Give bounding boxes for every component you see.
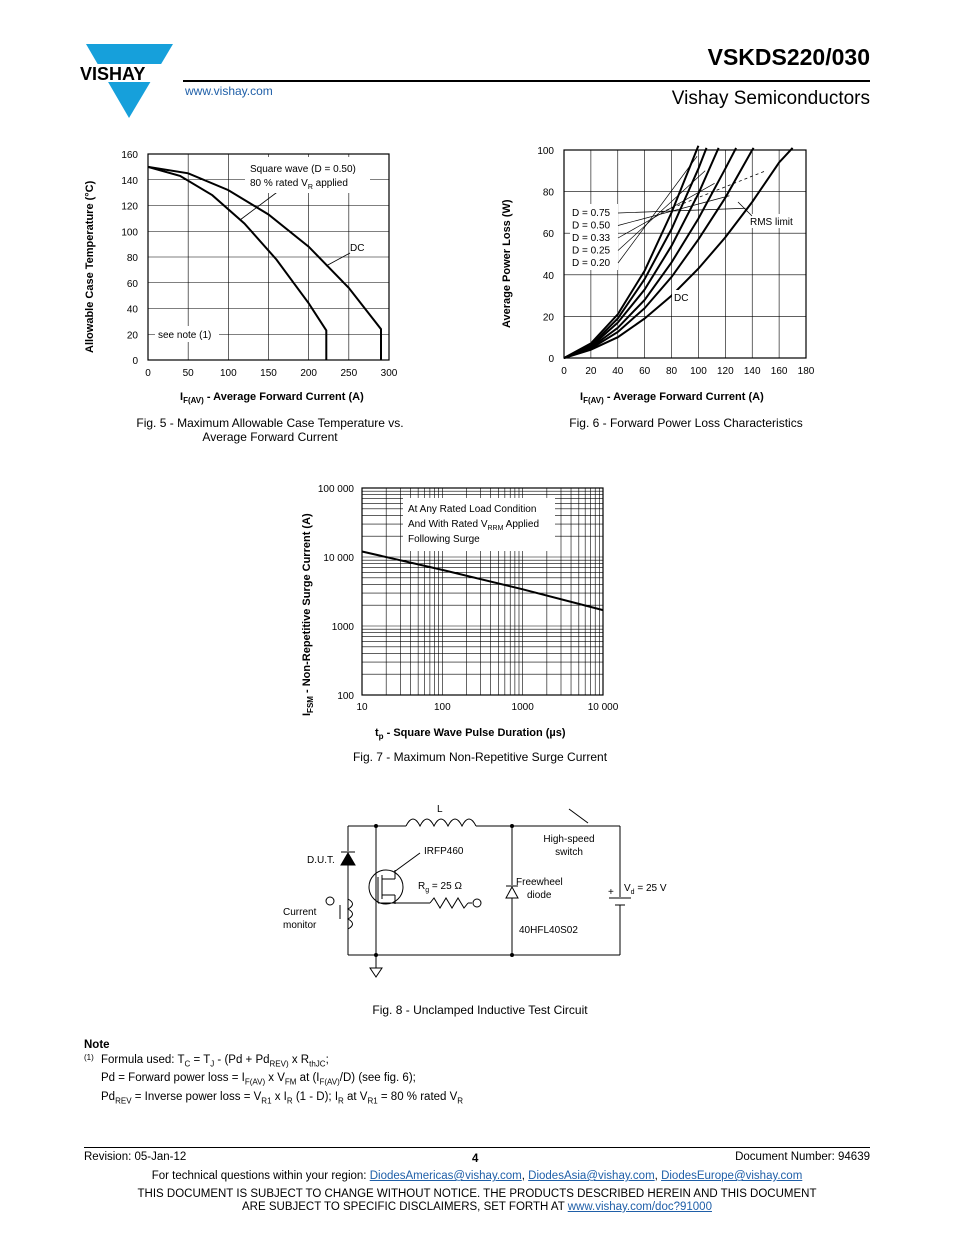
footer-sep-1: , [521, 1170, 529, 1182]
fig7-legend-line2: And With Rated $V_{RRM}$ Applied [408, 519, 540, 532]
fig7-legend-line1: At Any Rated Load Condition [408, 504, 537, 515]
fig6-x-tick: 140 [743, 366, 761, 377]
fig8-switch-line1: High-speed [543, 834, 595, 845]
fig7-ylabel: $I_{FSM}$ - Non-Repetitive Surge Current (A) [301, 513, 315, 716]
fig7-chart [290, 478, 640, 748]
fig7-x-tick: 10 000 [587, 702, 619, 713]
fig6-y-tick: 60 [542, 229, 554, 241]
fig7-y-tick: 100 000 [317, 484, 354, 495]
fig5-ylabel: Allowable Case Temperature (°C) [84, 180, 96, 353]
fig5-y-tick: 140 [121, 175, 138, 187]
fig5-legend-line2: 80 % rated $V_R$ applied [250, 178, 348, 191]
fig5-y-tick: 60 [126, 278, 138, 290]
fig7-xlabel: $t_p$ - Square Wave Pulse Duration (µs) [375, 727, 566, 741]
fig6-ylabel: Average Power Loss (W) [501, 199, 513, 328]
fig5-xlabel: $I_{F(AV)}$ - Average Forward Current (A) [180, 391, 364, 405]
fig7-x-tick: 100 [433, 702, 451, 713]
footer-disclaimer-2 [84, 1201, 870, 1213]
fig8-monitor-line1: Current [283, 907, 317, 918]
fig6-y-tick: 80 [542, 187, 554, 199]
fig7-y-tick: 100 [337, 691, 354, 702]
footer-contact-prefix: For technical questions within your region: [151, 1170, 370, 1182]
footer-disclaimer-2-text: ARE SUBJECT TO SPECIFIC DISCLAIMERS, SET FORTH AT [242, 1201, 568, 1213]
fig6-caption: Fig. 6 - Forward Power Loss Characteristics [569, 416, 803, 430]
fig6-duty-label: D = 0.50 [572, 220, 611, 232]
fig5-caption-line2: Average Forward Current [202, 430, 338, 444]
fig5-y-tick: 80 [126, 253, 138, 264]
footer-revision: Revision: 05-Jan-12 [84, 1151, 187, 1163]
fig8-mosfet-label: IRFP460 [424, 846, 464, 857]
fig5-dc-label: DC [350, 243, 365, 254]
fig5-x-tick: 250 [340, 368, 358, 379]
fig6-duty-leader [618, 208, 746, 213]
note-title: Note [84, 1039, 110, 1051]
fig5-x-tick: 300 [380, 368, 398, 379]
fig5-x-tick: 150 [260, 368, 277, 379]
fig6-chart [490, 140, 830, 410]
fig5-y-tick: 100 [121, 227, 138, 239]
fig6-duty-label: D = 0.25 [572, 245, 611, 257]
fig6-y-tick: 100 [537, 146, 554, 157]
fig5-chart [70, 140, 410, 410]
fig6-duty-label: D = 0.33 [572, 233, 611, 244]
email-asia-link[interactable]: DiodesAsia@vishay.com [528, 1170, 655, 1182]
fig7-y-tick: 1000 [331, 622, 354, 633]
fig6-x-tick: 20 [585, 366, 597, 377]
note-line-1: Formula used: $T_C = T_J - (Pd + Pd_{REV)}$ x $R_{thJC}$; [101, 1054, 329, 1069]
fig5-caption [110, 416, 430, 444]
email-americas-link[interactable]: DiodesAmericas@vishay.com [369, 1170, 522, 1182]
note-line-2: Pd = Forward power loss = $I_{F(AV)}$ x $V_{FM}$ at $(I_{F(AV)}/D)$ (see fig. 6); [101, 1072, 416, 1087]
fig5-x-tick: 100 [219, 368, 237, 379]
fig8-circuit [270, 795, 690, 1005]
vishay-logo [76, 42, 176, 118]
fig5-legend-line1: Square wave (D = 0.50) [250, 164, 356, 175]
fig6-x-tick: 0 [561, 366, 567, 377]
fig6-duty-label: D = 0.75 [572, 208, 611, 219]
fig5-x-tick: 50 [182, 368, 194, 379]
fig5-y-tick: 0 [132, 356, 138, 367]
footer-contact [84, 1170, 870, 1182]
note-marker: (1) [84, 1053, 94, 1062]
note-section [84, 1038, 784, 1108]
fig5-x-tick: 200 [300, 368, 318, 379]
fig5-y-tick: 120 [121, 201, 138, 213]
fig7-x-tick: 1000 [511, 702, 534, 713]
fig8-freewheel-line2: diode [527, 890, 552, 901]
fig8-switch-line2: switch [555, 847, 583, 858]
fig5-note: see note (1) [158, 330, 212, 341]
fig6-rms-label: RMS limit [750, 217, 793, 228]
note-line-3: $Pd_{REV}$ = Inverse power loss = $V_{R1}$ x $I_R$ (1 - D); $I_R$ at $V_{R1} = 80$ % rated $V_R$ [101, 1090, 464, 1105]
fig7-caption: Fig. 7 - Maximum Non-Repetitive Surge Current [352, 750, 608, 764]
fig8-freewheel-line1: Freewheel [516, 877, 563, 888]
fig6-duty-label: D = 0.20 [572, 258, 611, 269]
fig6-xlabel: $I_{F(AV)}$ - Average Forward Current (A) [580, 391, 764, 405]
fig7-legend-line3: Following Surge [408, 534, 480, 545]
footer-page-number: 4 [472, 1153, 479, 1165]
footer-rule [84, 1147, 870, 1148]
fig5-legend-leader [240, 190, 280, 220]
fig6-y-tick: 20 [542, 312, 554, 324]
fig6-x-tick: 120 [716, 366, 734, 377]
fig7-x-tick: 10 [356, 702, 368, 713]
fig6-x-tick: 80 [665, 366, 678, 377]
fig6-x-tick: 60 [639, 366, 651, 377]
document-title: VSKDS220/030 [707, 44, 870, 70]
fig5-y-tick: 40 [126, 304, 138, 316]
fig5-y-tick: 20 [126, 330, 138, 342]
fig6-duty-leader [618, 196, 729, 226]
fig5-caption-line1: Fig. 5 - Maximum Allowable Case Temperature vs. [136, 416, 404, 430]
fig6-x-tick: 160 [770, 366, 788, 377]
footer-doc-number: Document Number: 94639 [735, 1151, 870, 1163]
disclaimer-link[interactable]: www.vishay.com/doc?91000 [567, 1201, 712, 1213]
vishay-website-link[interactable]: www.vishay.com [185, 84, 273, 98]
footer-sep-2: , [654, 1170, 662, 1182]
fig7-y-tick: 10 000 [323, 553, 354, 564]
fig6-x-tick: 100 [690, 366, 707, 377]
fig8-caption: Fig. 8 - Unclamped Inductive Test Circuit [372, 1003, 588, 1017]
fig6-y-tick: 40 [542, 270, 554, 282]
fig8-monitor-line2: monitor [283, 920, 317, 931]
company-subtitle: Vishay Semiconductors [671, 88, 870, 109]
fig8-diode-part: 40HFL40S02 [519, 925, 578, 936]
fig6-duty-leader [618, 156, 697, 263]
brand-wordmark: VISHAY [80, 64, 146, 84]
fig6-y-tick: 0 [548, 354, 554, 365]
fig8-inductor-label: L [437, 804, 443, 815]
fig5-x-tick: 0 [145, 368, 151, 379]
fig6-x-tick: 40 [612, 366, 624, 377]
fig6-dc-label: DC [674, 293, 689, 304]
fig8-plus-sign: + [608, 887, 614, 898]
fig8-vd-label: $V_d = 25$ V [624, 883, 667, 896]
email-europe-link[interactable]: DiodesEurope@vishay.com [661, 1170, 803, 1182]
fig5-y-tick: 160 [121, 150, 138, 161]
fig8-rg-label: $R_g = 25$ Ω [418, 881, 462, 894]
fig6-duty-leader [618, 171, 705, 251]
fig8-dut-label: D.U.T. [307, 855, 335, 866]
footer-disclaimer-1: THIS DOCUMENT IS SUBJECT TO CHANGE WITHOUT NOTICE. THE PRODUCTS DESCRIBED HEREIN AND THIS DOCUMENT [137, 1188, 817, 1200]
fig6-x-tick: 180 [797, 366, 815, 377]
header-rule [183, 80, 870, 82]
